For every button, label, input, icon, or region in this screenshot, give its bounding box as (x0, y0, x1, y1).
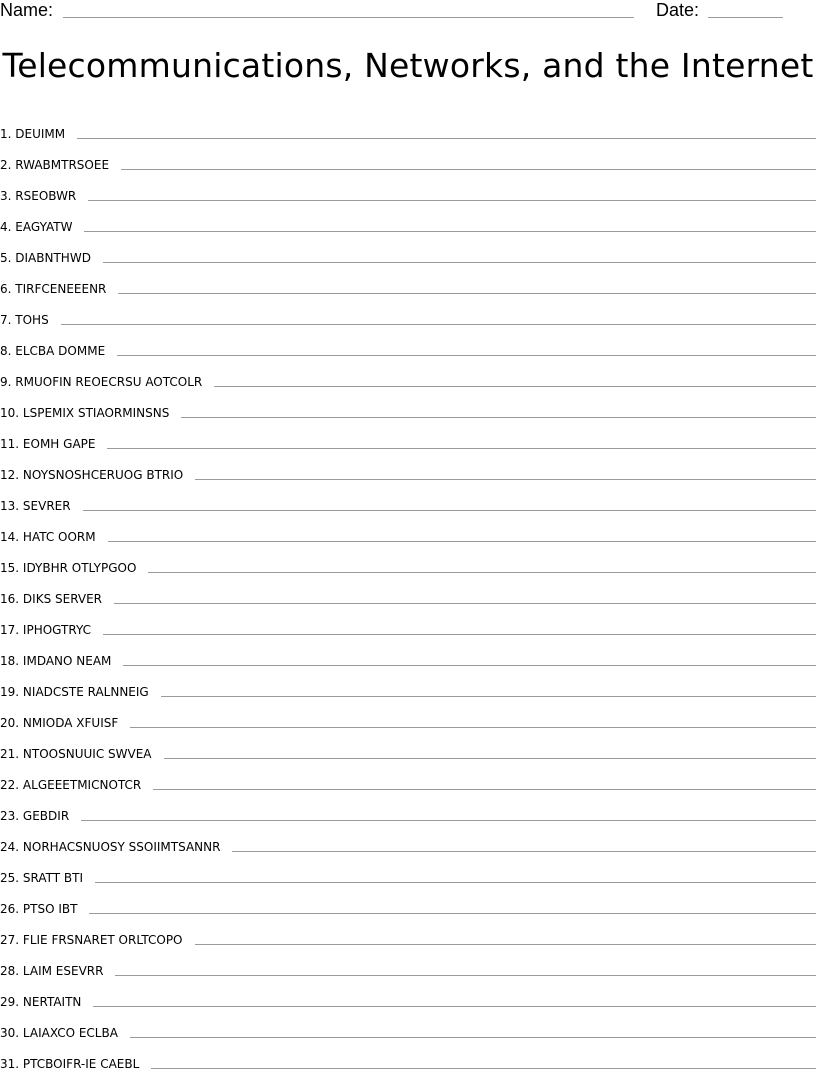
question-number: 17. (0, 623, 19, 637)
question-text (0, 778, 141, 792)
question-text (0, 499, 71, 513)
question-row (0, 576, 816, 607)
question-row (0, 948, 816, 979)
question-text (0, 313, 49, 327)
question-number: 7. (0, 313, 11, 327)
scrambled-word: NORHACSNUOSY SSOIIMTSANNR (23, 840, 221, 854)
question-text (0, 437, 95, 451)
scrambled-word: NMIODA XFUISF (23, 716, 118, 730)
question-row (0, 266, 816, 297)
scrambled-word: DEUIMM (15, 127, 65, 141)
answer-line[interactable] (83, 510, 816, 511)
scrambled-word: LSPEMIX STIAORMINSNS (23, 406, 169, 420)
question-row (0, 514, 816, 545)
question-number: 13. (0, 499, 19, 513)
question-row (0, 669, 816, 700)
question-text (0, 189, 76, 203)
scrambled-word: ELCBA DOMME (15, 344, 105, 358)
question-text (0, 1057, 139, 1071)
date-field[interactable] (708, 17, 783, 18)
scrambled-word: NIADCSTE RALNNEIG (23, 685, 149, 699)
scrambled-word: IMDANO NEAM (23, 654, 112, 668)
question-row (0, 390, 816, 421)
scrambled-word: SRATT BTI (23, 871, 83, 885)
answer-line[interactable] (232, 851, 816, 852)
scrambled-word: NTOOSNUUIC SWVEA (23, 747, 152, 761)
scrambled-word: FLIE FRSNARET ORLTCOPO (23, 933, 183, 947)
question-number: 3. (0, 189, 11, 203)
question-number: 15. (0, 561, 19, 575)
question-text (0, 809, 69, 823)
question-text (0, 375, 202, 389)
scrambled-word: LAIAXCO ECLBA (23, 1026, 118, 1040)
question-number: 24. (0, 840, 19, 854)
question-number: 16. (0, 592, 19, 606)
question-number: 1. (0, 127, 11, 141)
question-row (0, 700, 816, 731)
answer-line[interactable] (77, 138, 816, 139)
question-number: 10. (0, 406, 19, 420)
answer-line[interactable] (93, 1006, 816, 1007)
question-text (0, 623, 91, 637)
question-number: 4. (0, 220, 11, 234)
scrambled-word: NOYSNOSHCERUOG BTRIO (23, 468, 183, 482)
question-row (0, 111, 816, 142)
question-text (0, 158, 109, 172)
answer-line[interactable] (84, 231, 816, 232)
question-number: 29. (0, 995, 19, 1009)
question-list (0, 111, 816, 1072)
question-number: 25. (0, 871, 19, 885)
question-row (0, 824, 816, 855)
answer-line[interactable] (153, 789, 816, 790)
question-row (0, 204, 816, 235)
scrambled-word: SEVRER (23, 499, 71, 513)
question-text (0, 716, 118, 730)
scrambled-word: HATC OORM (23, 530, 96, 544)
answer-line[interactable] (115, 975, 816, 976)
question-text (0, 654, 111, 668)
answer-line[interactable] (195, 944, 816, 945)
question-text (0, 561, 136, 575)
scrambled-word: IDYBHR OTLYPGOO (23, 561, 136, 575)
answer-line[interactable] (88, 200, 816, 201)
question-row (0, 452, 816, 483)
question-text (0, 995, 81, 1009)
scrambled-word: PTCBOIFR-IE CAEBL (23, 1057, 139, 1071)
answer-line[interactable] (121, 169, 816, 170)
question-number: 5. (0, 251, 11, 265)
question-text (0, 871, 83, 885)
question-number: 19. (0, 685, 19, 699)
scrambled-word: ALGEEETMICNOTCR (23, 778, 141, 792)
question-text (0, 1026, 118, 1040)
scrambled-word: EOMH GAPE (23, 437, 96, 451)
question-number: 30. (0, 1026, 19, 1040)
question-text (0, 406, 169, 420)
answer-line[interactable] (103, 262, 816, 263)
answer-line[interactable] (89, 913, 816, 914)
answer-line[interactable] (123, 665, 816, 666)
question-row (0, 545, 816, 576)
answer-line[interactable] (118, 293, 816, 294)
scrambled-word: RMUOFIN REOECRSU AOTCOLR (15, 375, 202, 389)
question-number: 28. (0, 964, 19, 978)
answer-line[interactable] (108, 541, 816, 542)
date-label: Date: (656, 0, 699, 20)
question-number: 8. (0, 344, 11, 358)
scrambled-word: LAIM ESEVRR (23, 964, 104, 978)
question-row (0, 979, 816, 1010)
question-number: 31. (0, 1057, 19, 1071)
question-row (0, 607, 816, 638)
answer-line[interactable] (61, 324, 816, 325)
answer-line[interactable] (164, 758, 816, 759)
question-row (0, 297, 816, 328)
question-text (0, 127, 65, 141)
answer-line[interactable] (195, 479, 816, 480)
scrambled-word: TIRFCENEEENR (15, 282, 106, 296)
question-row (0, 1041, 816, 1072)
scrambled-word: DIABNTHWD (15, 251, 91, 265)
question-number: 27. (0, 933, 19, 947)
answer-line[interactable] (151, 1068, 816, 1069)
question-text (0, 902, 77, 916)
scrambled-word: GEBDIR (23, 809, 69, 823)
question-text (0, 530, 96, 544)
question-row (0, 793, 816, 824)
scrambled-word: PTSO IBT (23, 902, 78, 916)
question-row (0, 1010, 816, 1041)
answer-line[interactable] (130, 727, 816, 728)
scrambled-word: EAGYATW (15, 220, 72, 234)
page-title: Telecommunications, Networks, and the Internet (0, 44, 816, 88)
answer-line[interactable] (81, 820, 816, 821)
answer-line[interactable] (107, 448, 816, 449)
answer-line[interactable] (214, 386, 816, 387)
question-row (0, 142, 816, 173)
scrambled-word: NERTAITN (23, 995, 81, 1009)
question-text (0, 747, 152, 761)
scrambled-word: RWABMTRSOEE (15, 158, 109, 172)
name-label: Name: (0, 0, 53, 20)
question-row (0, 421, 816, 452)
question-row (0, 886, 816, 917)
question-text (0, 933, 183, 947)
question-text (0, 685, 149, 699)
worksheet-header (0, 0, 816, 24)
question-row (0, 855, 816, 886)
question-row (0, 917, 816, 948)
question-text (0, 964, 103, 978)
question-number: 21. (0, 747, 19, 761)
question-number: 14. (0, 530, 19, 544)
question-row (0, 483, 816, 514)
question-row (0, 173, 816, 204)
question-text (0, 840, 220, 854)
question-row (0, 359, 816, 390)
question-number: 11. (0, 437, 19, 451)
question-number: 26. (0, 902, 19, 916)
answer-line[interactable] (148, 572, 816, 573)
question-number: 6. (0, 282, 11, 296)
question-number: 18. (0, 654, 19, 668)
question-number: 2. (0, 158, 11, 172)
answer-line[interactable] (130, 1037, 816, 1038)
question-row (0, 762, 816, 793)
scrambled-word: RSEOBWR (15, 189, 76, 203)
question-row (0, 731, 816, 762)
question-number: 23. (0, 809, 19, 823)
question-row (0, 638, 816, 669)
question-row (0, 235, 816, 266)
scrambled-word: DIKS SERVER (23, 592, 102, 606)
answer-line[interactable] (181, 417, 816, 418)
question-text (0, 220, 72, 234)
question-number: 22. (0, 778, 19, 792)
question-row (0, 328, 816, 359)
scrambled-word: TOHS (15, 313, 48, 327)
question-number: 9. (0, 375, 11, 389)
question-text (0, 344, 105, 358)
question-text (0, 282, 106, 296)
name-field[interactable] (63, 17, 634, 18)
answer-line[interactable] (161, 696, 816, 697)
answer-line[interactable] (103, 634, 816, 635)
question-text (0, 592, 102, 606)
scrambled-word: IPHOGTRYC (23, 623, 91, 637)
question-text (0, 251, 91, 265)
question-text (0, 468, 183, 482)
question-number: 12. (0, 468, 19, 482)
answer-line[interactable] (114, 603, 816, 604)
question-number: 20. (0, 716, 19, 730)
answer-line[interactable] (95, 882, 816, 883)
answer-line[interactable] (117, 355, 816, 356)
